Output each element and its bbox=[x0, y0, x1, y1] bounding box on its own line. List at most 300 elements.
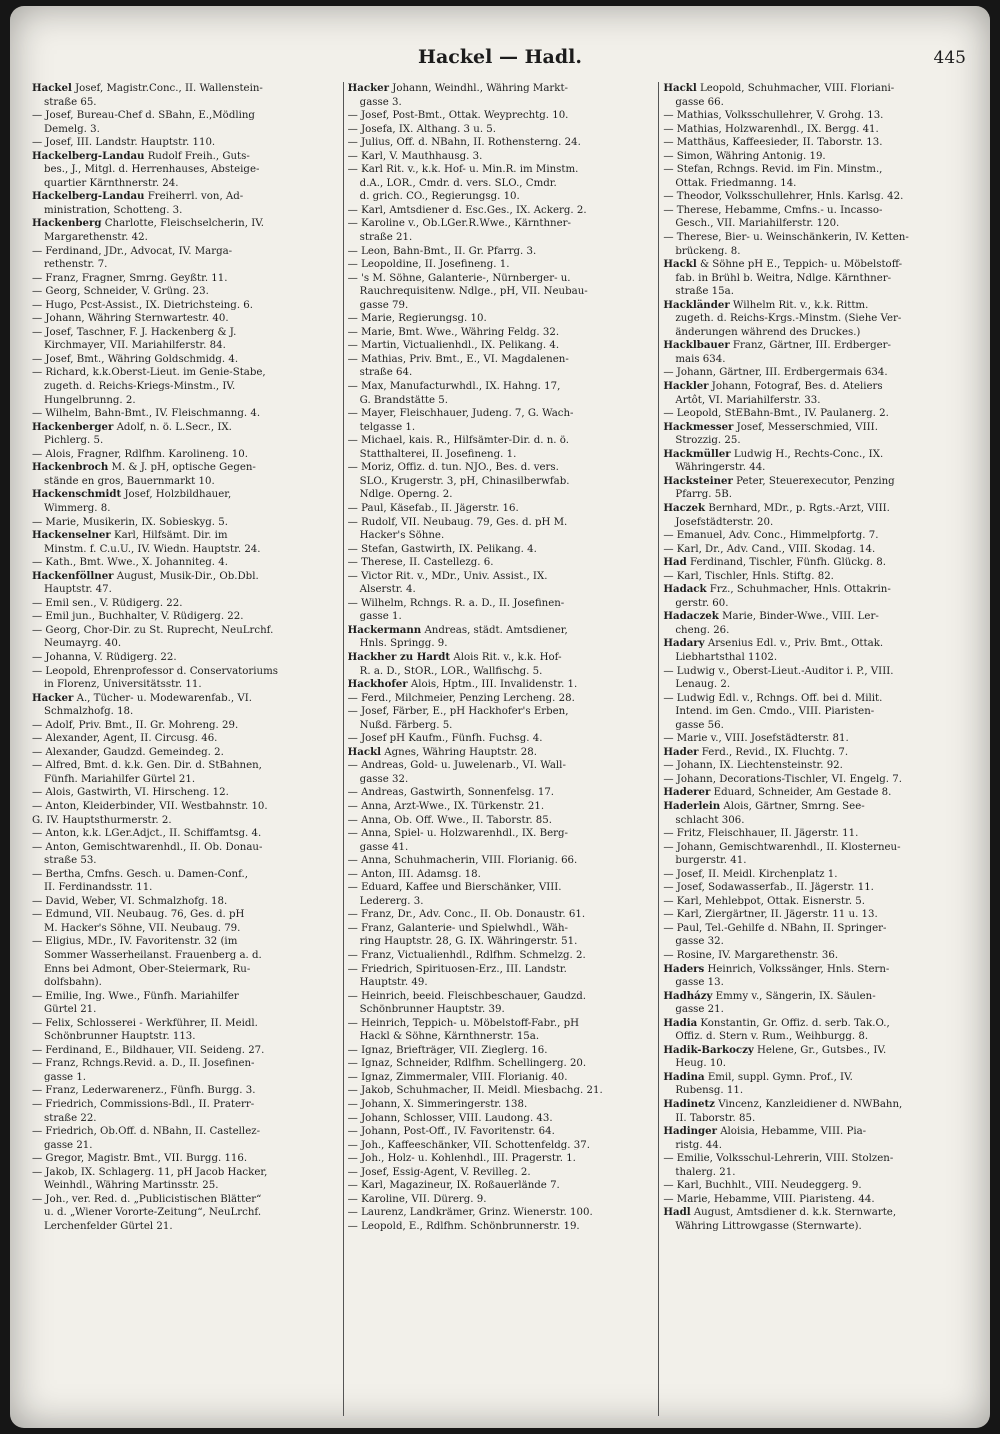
entry-line bbox=[348, 583, 655, 597]
entry-line bbox=[663, 163, 970, 177]
entry-line bbox=[348, 421, 655, 435]
entry-line bbox=[348, 678, 655, 692]
entry-text: — Marie, Hebamme, VIII. Piaristeng. 44. bbox=[663, 1193, 875, 1205]
entry-text: — Heinrich, beeid. Fleischbeschauer, Gaudzd. bbox=[347, 990, 587, 1002]
entry-text: fab. in Brühl b. Weitra, Ndlge. Kärnthner- bbox=[675, 272, 892, 284]
entry-text: — Ignaz, Zimmermaler, VIII. Florianig. 40. bbox=[347, 1071, 568, 1083]
entry-text: — Anna, Schuhmacherin, VIII. Florianig. 66. bbox=[347, 855, 578, 867]
entry-line bbox=[663, 1166, 970, 1180]
entry-line bbox=[348, 976, 655, 990]
entry-line bbox=[32, 800, 339, 814]
entry-line bbox=[32, 1030, 339, 1044]
entry-text: — Johann, Gärtner, III. Erdbergermais 634. bbox=[663, 367, 888, 379]
entry-text: — Mathias, Holzwarenhdl., IX. Bergg. 41. bbox=[663, 123, 879, 135]
entry-text: Pfarrg. 5B. bbox=[675, 489, 732, 501]
entry-surname: Hackmüller bbox=[663, 447, 731, 460]
entry-text: Hackl & Söhne, Kärnthnerstr. 15a. bbox=[359, 1031, 540, 1043]
entry-text: — Alexander, Gaudzd. Gemeindeg. 2. bbox=[32, 746, 224, 758]
entry-surname: Haders bbox=[663, 962, 705, 975]
entry-line bbox=[663, 1098, 970, 1112]
entry-line bbox=[348, 123, 655, 137]
entry-text: Eduard, Schneider, Am Gestade 8. bbox=[710, 787, 892, 799]
entry-line bbox=[348, 136, 655, 150]
entry-line bbox=[663, 908, 970, 922]
entry-text: Freiherrl. von, Ad- bbox=[144, 191, 244, 203]
entry-text: Marie, Binder-Wwe., VIII. Ler- bbox=[718, 611, 879, 623]
entry-text: Karl, Hilfsämt. Dir. im bbox=[110, 530, 228, 542]
entry-line bbox=[348, 285, 655, 299]
entry-text: straße 22. bbox=[44, 1112, 97, 1124]
entry-line bbox=[348, 543, 655, 557]
entry-surname: Hackmesser bbox=[663, 420, 734, 433]
entry-text: — Anton, III. Adamsg. 18. bbox=[347, 868, 481, 880]
entry-line bbox=[348, 109, 655, 123]
entry-line bbox=[348, 881, 655, 895]
entry-text: — Martin, Victualienhdl., IX. Pelikang. 4. bbox=[347, 340, 560, 352]
entry-line bbox=[348, 922, 655, 936]
entry-line bbox=[32, 881, 339, 895]
entry-line bbox=[32, 407, 339, 421]
entry-line bbox=[663, 177, 970, 191]
entry-line bbox=[32, 245, 339, 259]
entry-text: ring Hauptstr. 28, G. IX. Währingerstr. 51. bbox=[359, 936, 578, 948]
entry-text: Fünfh. Mariahilfer Gürtel 21. bbox=[44, 773, 196, 785]
entry-line bbox=[32, 990, 339, 1004]
entry-line bbox=[663, 665, 970, 679]
column-right bbox=[658, 82, 974, 1416]
entry-line bbox=[32, 570, 339, 584]
entry-line bbox=[348, 502, 655, 516]
entry-line bbox=[348, 1017, 655, 1031]
entry-text: gasse 66. bbox=[675, 96, 724, 108]
entry-text: Ferd., Revid., IX. Fluchtg. 7. bbox=[698, 746, 849, 758]
entry-text: SLO., Krugerstr. 3, pH, Chinasilberwfab. bbox=[359, 475, 570, 487]
entry-line bbox=[348, 1071, 655, 1085]
entry-text: — Franz, Galanterie- und Spielwhdl., Wäh- bbox=[347, 922, 568, 934]
entry-line bbox=[663, 597, 970, 611]
entry-line bbox=[32, 231, 339, 245]
entry-text: straße 64. bbox=[359, 367, 413, 379]
entry-text: — Johann, Währing Sternwartestr. 40. bbox=[32, 313, 229, 325]
entry-line bbox=[348, 637, 655, 651]
entry-text: ministration, Schotteng. 3. bbox=[44, 204, 183, 216]
entry-line bbox=[348, 908, 655, 922]
entry-line bbox=[663, 529, 970, 543]
entry-line bbox=[663, 1057, 970, 1071]
entry-surname: Haderer bbox=[663, 786, 711, 799]
entry-line bbox=[348, 96, 655, 110]
entry-line bbox=[663, 1139, 970, 1153]
entry-text: — Karl, Dr., Adv. Cand., VIII. Skodag. 14. bbox=[663, 543, 876, 555]
entry-text: — Karl, Amtsdiener d. Esc.Ges., IX. Ackerg. 2. bbox=[347, 204, 587, 216]
entry-line bbox=[32, 258, 339, 272]
entry-text: Rauchrequisitenw. Ndlge., pH, VII. Neubau- bbox=[359, 286, 588, 298]
entry-text: — Marie, Musikerin, IX. Sobieskyg. 5. bbox=[32, 516, 228, 528]
entry-line bbox=[663, 1071, 970, 1085]
entry-line bbox=[348, 841, 655, 855]
entry-line bbox=[663, 976, 970, 990]
entry-line bbox=[348, 746, 655, 760]
entry-surname: Hacksteiner bbox=[663, 474, 733, 487]
page-title: Hackel — Hadl. bbox=[418, 46, 582, 68]
entry-text: in Florenz, Universitätsstr. 11. bbox=[44, 679, 202, 691]
entry-text: — Franz, Lederwarenerz., Fünfh. Burgg. 3. bbox=[32, 1085, 256, 1097]
entry-text: — Therese, Bier- u. Weinschänkerin, IV. Ketten- bbox=[663, 232, 909, 244]
entry-surname: Hadinger bbox=[663, 1125, 717, 1138]
entry-text: Helene, Gr., Gutsbes., IV. bbox=[753, 1044, 887, 1056]
entry-text: Hnls. Springg. 9. bbox=[359, 638, 448, 650]
entry-text: — 's M. Söhne, Galanterie-, Nürnberger- u. bbox=[347, 272, 571, 284]
entry-line bbox=[348, 475, 655, 489]
entry-text: thalerg. 21. bbox=[675, 1166, 736, 1178]
entry-line bbox=[663, 746, 970, 760]
entry-text: — Karl, Mehlebpot, Ottak. Eisnerstr. 5. bbox=[663, 895, 866, 907]
entry-line bbox=[32, 1098, 339, 1112]
entry-line bbox=[32, 841, 339, 855]
entry-text: — Ignaz, Schneider, Rdlfhm. Schellingerg. 20. bbox=[347, 1058, 587, 1070]
entry-line bbox=[32, 624, 339, 638]
entry-text: gasse 3. bbox=[359, 96, 402, 108]
entry-line bbox=[348, 610, 655, 624]
entry-line bbox=[663, 814, 970, 828]
entry-text: — Johann, Post-Off., IV. Favoritenstr. 64. bbox=[347, 1126, 555, 1138]
entry-line bbox=[348, 366, 655, 380]
entry-text: Hungelbrunng. 2. bbox=[44, 394, 136, 406]
entry-text: Frz., Schuhmacher, Hnls. Ottakrin- bbox=[706, 584, 891, 596]
entry-text: Hacker's Söhne. bbox=[359, 530, 445, 542]
entry-surname: Hackelberg-Landau bbox=[32, 149, 145, 162]
entry-text: — Anna, Arzt-Wwe., IX. Türkenstr. 21. bbox=[347, 800, 545, 812]
entry-line bbox=[348, 1112, 655, 1126]
entry-line bbox=[32, 556, 339, 570]
entry-line bbox=[348, 299, 655, 313]
column-middle bbox=[343, 82, 659, 1416]
entry-line bbox=[348, 177, 655, 191]
entry-line bbox=[663, 1017, 970, 1031]
entry-line bbox=[663, 786, 970, 800]
entry-text: — Stefan, Rchngs. Revid. im Fin. Minstm., bbox=[663, 164, 883, 176]
entry-text: — Franz, Dr., Adv. Conc., II. Ob. Donaustr. 61. bbox=[347, 909, 586, 921]
entry-text: — Richard, k.k.Oberst-Lieut. im Genie-Stabe, bbox=[32, 367, 266, 379]
entry-line bbox=[348, 773, 655, 787]
entry-surname: Hadack bbox=[663, 583, 707, 596]
entry-surname: Hackenschmidt bbox=[32, 488, 122, 501]
entry-line bbox=[348, 949, 655, 963]
entry-line bbox=[348, 394, 655, 408]
entry-text: — Georg, Schneider, V. Grüng. 23. bbox=[32, 286, 209, 298]
entry-line bbox=[348, 854, 655, 868]
entry-text: Alois Rit. v., k.k. Hof- bbox=[450, 651, 562, 663]
entry-text: Alois, Gärtner, Smrng. See- bbox=[720, 800, 865, 812]
entry-line bbox=[348, 312, 655, 326]
entry-text: Leopold, Schuhmacher, VIII. Floriani- bbox=[696, 83, 895, 94]
entry-text: — Josef, Färber, E., pH Hackhofer's Erben, bbox=[347, 706, 569, 718]
entry-text: — Josef, II. Meidl. Kirchenplatz 1. bbox=[663, 868, 838, 880]
entry-text: Ottak. Friedmanng. 14. bbox=[675, 177, 797, 189]
entry-line bbox=[32, 759, 339, 773]
entry-line bbox=[348, 326, 655, 340]
entry-surname: Hadina bbox=[663, 1070, 705, 1083]
entry-line bbox=[663, 705, 970, 719]
entry-text: — Ludwig v., Oberst-Lieut.-Auditor i. P., VIII. bbox=[663, 665, 894, 677]
entry-text: — Alois, Gastwirth, VI. Hirscheng. 12. bbox=[32, 787, 229, 799]
entry-line bbox=[663, 868, 970, 882]
entry-text: Sommer Wasserheilanst. Frauenberg a. d. bbox=[44, 950, 262, 961]
entry-line bbox=[663, 434, 970, 448]
entry-text: — Michael, kais. R., Hilfsämter-Dir. d. n. ö. bbox=[347, 435, 569, 447]
entry-line bbox=[663, 841, 970, 855]
entry-text: Adolf, n. ö. L.Secr., IX. bbox=[113, 421, 232, 433]
entry-text: Aloisia, Hebamme, VIII. Pia- bbox=[716, 1126, 867, 1138]
entry-line bbox=[663, 963, 970, 977]
entry-line bbox=[32, 177, 339, 191]
entry-line bbox=[32, 150, 339, 164]
entry-text: — Johann, Schlosser, VIII. Laudong. 43. bbox=[347, 1112, 553, 1124]
entry-line bbox=[348, 1044, 655, 1058]
entry-surname: Haderlein bbox=[663, 799, 721, 812]
entry-line bbox=[32, 922, 339, 936]
entry-line bbox=[32, 1139, 339, 1153]
entry-text: Offiz. d. Stern v. Rum., Weihburgg. 8. bbox=[675, 1031, 869, 1043]
entry-line bbox=[663, 502, 970, 516]
entry-line bbox=[32, 96, 339, 110]
entry-line bbox=[32, 82, 339, 96]
entry-text: gasse 56. bbox=[675, 719, 724, 731]
entry-line bbox=[348, 935, 655, 949]
entry-text: — Max, Manufacturwhdl., IX. Hahng. 17, bbox=[347, 381, 561, 393]
entry-line bbox=[32, 583, 339, 597]
entry-line bbox=[663, 773, 970, 787]
entry-text: — Hugo, Pcst-Assist., IX. Dietrichsteing. 6. bbox=[32, 299, 254, 311]
entry-text: Liebhartsthal 1102. bbox=[675, 651, 778, 663]
entry-line bbox=[663, 475, 970, 489]
entry-text: Andreas, städt. Amtsdiener, bbox=[421, 624, 568, 636]
entry-text: Gürtel 21. bbox=[44, 1004, 97, 1016]
entry-line bbox=[32, 190, 339, 204]
entry-line bbox=[663, 935, 970, 949]
entry-line bbox=[32, 895, 339, 909]
entry-line bbox=[348, 800, 655, 814]
entry-text: A., Tücher- u. Modewarenfab., VI. bbox=[73, 692, 252, 704]
entry-line bbox=[663, 692, 970, 706]
entry-line bbox=[348, 1125, 655, 1139]
entry-text: — Laurenz, Landkrämer, Grinz. Wienerstr. 100. bbox=[347, 1207, 593, 1219]
entry-text: stände en gros, Bauernmarkt 10. bbox=[44, 475, 215, 487]
entry-text: — Franz, Fragner, Smrng. Geyßtr. 11. bbox=[32, 272, 228, 284]
entry-text: — David, Weber, VI. Schmalzhofg. 18. bbox=[32, 895, 228, 907]
entry-text: telgasse 1. bbox=[359, 421, 416, 433]
entry-text: straße 65. bbox=[44, 96, 97, 108]
entry-line bbox=[32, 421, 339, 435]
entry-line bbox=[348, 963, 655, 977]
entry-text: u. d. „Wiener Vororte-Zeitung“, NeuLrchf. bbox=[44, 1207, 262, 1219]
entry-text: — Therese, II. Castellezg. 6. bbox=[347, 557, 494, 569]
entry-line bbox=[348, 1206, 655, 1220]
entry-text: — Paul, Tel.-Gehilfe d. NBahn, II. Springer- bbox=[663, 922, 887, 934]
entry-text: Hauptstr. 49. bbox=[359, 977, 428, 989]
entry-text: schlacht 306. bbox=[675, 814, 745, 826]
entry-text: — Josef, Post-Bmt., Ottak. Weyprechtg. 10. bbox=[347, 110, 569, 122]
entry-text: — Wilhelm, Bahn-Bmt., IV. Fleischmanng. 4. bbox=[32, 408, 261, 420]
entry-surname: Hackel bbox=[32, 82, 72, 94]
entry-surname: Haczek bbox=[663, 501, 706, 514]
entry-line bbox=[32, 163, 339, 177]
entry-text: — Anna, Spiel- u. Holzwarenhdl., IX. Berg- bbox=[347, 828, 568, 840]
entry-text: Pichlerg. 5. bbox=[44, 435, 104, 447]
entry-text: Heug. 10. bbox=[675, 1058, 727, 1070]
entry-line bbox=[348, 692, 655, 706]
entry-text: — Bertha, Cmfns. Gesch. u. Damen-Conf., bbox=[32, 868, 248, 880]
entry-line bbox=[348, 719, 655, 733]
entry-line bbox=[32, 1125, 339, 1139]
entry-text: — Joh., Holz- u. Kohlenhdl., III. Pragerstr. 1. bbox=[347, 1153, 576, 1165]
entry-surname: Hadaczek bbox=[663, 610, 719, 623]
entry-line bbox=[32, 312, 339, 326]
entry-line bbox=[32, 136, 339, 150]
entry-text: — Karl, Ziergärtner, II. Jägerstr. 11 u. 13. bbox=[663, 909, 878, 921]
entry-line bbox=[663, 461, 970, 475]
entry-text: gasse 13. bbox=[675, 977, 724, 989]
entry-text: — Georg, Chor-Dir. zu St. Ruprecht, NeuLrchf. bbox=[32, 624, 274, 636]
entry-line bbox=[32, 1220, 339, 1234]
entry-line bbox=[348, 556, 655, 570]
entry-text: Ndlge. Operng. 2. bbox=[359, 489, 453, 501]
entry-text: — Karl, Buchhlt., VIII. Neudeggerg. 9. bbox=[663, 1180, 862, 1192]
entry-text: — Eduard, Kaffee und Bierschänker, VIII. bbox=[347, 882, 562, 894]
entry-text: — Heinrich, Teppich- u. Möbelstoff-Fabr., pH bbox=[347, 1017, 580, 1029]
entry-line bbox=[663, 732, 970, 746]
entry-surname: Hackenberger bbox=[32, 420, 114, 433]
entry-text: II. Taborstr. 85. bbox=[675, 1112, 756, 1124]
entry-text: — Eligius, MDr., IV. Favoritenstr. 32 (im bbox=[32, 936, 238, 948]
entry-surname: Hackenselner bbox=[32, 529, 111, 542]
entry-text: — Paul, Käsefab., II. Jägerstr. 16. bbox=[347, 502, 519, 514]
entry-line bbox=[663, 1112, 970, 1126]
entry-text: G. Brandstätte 5. bbox=[359, 394, 449, 406]
entry-line bbox=[32, 854, 339, 868]
entry-line bbox=[32, 949, 339, 963]
entry-text: G. IV. Hauptsthurmerstr. 2. bbox=[32, 814, 172, 826]
entry-line bbox=[348, 895, 655, 909]
entry-line bbox=[32, 1193, 339, 1207]
entry-surname: Hader bbox=[663, 745, 699, 758]
entry-line bbox=[663, 1206, 970, 1220]
entry-surname: Had bbox=[663, 556, 687, 569]
entry-text: — Matthäus, Kaffeesieder, II. Taborstr. 13. bbox=[663, 137, 883, 149]
entry-text: — Karoline v., Ob.LGer.R.Wwe., Kärnthner- bbox=[347, 218, 571, 230]
entry-text: dolfsbahn). bbox=[44, 977, 102, 989]
entry-text: Josef, Messerschmied, VIII. bbox=[733, 421, 878, 433]
entry-text: gasse 21. bbox=[44, 1139, 93, 1151]
entry-line bbox=[663, 583, 970, 597]
entry-line bbox=[348, 434, 655, 448]
entry-line bbox=[663, 299, 970, 313]
entry-line bbox=[32, 746, 339, 760]
entry-surname: Hackhofer bbox=[347, 678, 408, 691]
entry-line bbox=[32, 773, 339, 787]
directory-columns bbox=[28, 82, 974, 1416]
entry-line bbox=[32, 285, 339, 299]
entry-line bbox=[663, 258, 970, 272]
entry-line bbox=[348, 258, 655, 272]
entry-line bbox=[32, 1071, 339, 1085]
entry-line bbox=[663, 380, 970, 394]
entry-text: Strozzig. 25. bbox=[675, 435, 741, 447]
entry-text: — Ludwig Edl. v., Rchngs. Off. bei d. Milit. bbox=[663, 692, 883, 704]
entry-text: Weinhdl., Währing Martinsstr. 25. bbox=[44, 1180, 219, 1192]
entry-line bbox=[663, 109, 970, 123]
entry-text: Minstm. f. C.u.U., IV. Wiedn. Hauptstr. 24. bbox=[44, 543, 261, 555]
entry-text: Artôt, VI. Mariahilferstr. 33. bbox=[675, 394, 821, 406]
entry-text: — Mathias, Volksschullehrer, V. Grohg. 13. bbox=[663, 110, 884, 122]
entry-line bbox=[663, 759, 970, 773]
entry-text: M. & J. pH, optische Gegen- bbox=[108, 462, 256, 474]
entry-surname: Hacker bbox=[347, 82, 390, 94]
entry-text: — Ferd., Milchmeier, Penzing Lercheng. 28. bbox=[347, 692, 575, 704]
entry-line bbox=[32, 475, 339, 489]
entry-line bbox=[348, 827, 655, 841]
entry-line bbox=[32, 1179, 339, 1193]
entry-line bbox=[663, 285, 970, 299]
entry-surname: Hacker bbox=[32, 691, 74, 704]
entry-text: — Andreas, Gastwirth, Sonnenfelsg. 17. bbox=[347, 787, 555, 799]
entry-line bbox=[663, 1179, 970, 1193]
entry-text: — Emilie, Ing. Wwe., Fünfh. Mariahilfer bbox=[32, 990, 239, 1002]
entry-line bbox=[663, 407, 970, 421]
entry-line bbox=[663, 1030, 970, 1044]
entry-text: — Josef, Bureau-Chef d. SBahn, E.,Mödling bbox=[32, 110, 255, 122]
entry-line bbox=[348, 814, 655, 828]
entry-line bbox=[663, 272, 970, 286]
entry-text: R. a. D., StOR., LOR., Wallfischg. 5. bbox=[359, 665, 543, 677]
entry-line bbox=[32, 827, 339, 841]
entry-line bbox=[348, 1220, 655, 1234]
entry-text: — Friedrich, Commissions-Bdl., II. Praterr- bbox=[32, 1099, 255, 1111]
entry-line bbox=[663, 516, 970, 530]
entry-line bbox=[663, 922, 970, 936]
entry-text: Josef, Holzbildhauer, bbox=[121, 489, 232, 501]
entry-text: — Franz, Victualienhdl., Rdlfhm. Schmelzg. 2. bbox=[347, 950, 586, 961]
entry-text: — Johann, IX. Liechtensteinstr. 92. bbox=[663, 760, 843, 772]
directory-page bbox=[10, 6, 990, 1428]
entry-surname: Hackl bbox=[347, 745, 382, 758]
entry-line bbox=[663, 854, 970, 868]
entry-text: — Alois, Fragner, Rdlfhm. Karolineng. 10. bbox=[32, 448, 248, 460]
entry-text: — Josef, Bmt., Währing Goldschmidg. 4. bbox=[32, 353, 239, 365]
entry-surname: Hadházy bbox=[663, 989, 713, 1002]
entry-line bbox=[348, 516, 655, 530]
entry-text: August, Amtsdiener d. k.k. Sternwarte, bbox=[690, 1207, 897, 1219]
entry-line bbox=[663, 96, 970, 110]
entry-line bbox=[663, 990, 970, 1004]
entry-text: — Marie v., VIII. Josefstädterstr. 81. bbox=[663, 733, 849, 745]
entry-text: — Fritz, Fleischhauer, II. Jägerstr. 11. bbox=[663, 828, 859, 840]
entry-line bbox=[348, 407, 655, 421]
entry-text: — Karl Rit. v., k.k. Hof- u. Min.R. im Minstm. bbox=[347, 164, 579, 176]
entry-line bbox=[348, 245, 655, 259]
entry-text: — Josefa, IX. Althang. 3 u. 5. bbox=[347, 123, 497, 135]
entry-text: — Joh., Kaffeeschänker, VII. Schottenfeldg. 37. bbox=[347, 1139, 590, 1151]
entry-line bbox=[32, 1112, 339, 1126]
entry-line bbox=[663, 719, 970, 733]
entry-text: — Emil sen., V. Rüdigerg. 22. bbox=[32, 597, 183, 609]
entry-text: zugeth. d. Reichs-Krgs.-Minstm. (Siehe Ver- bbox=[675, 313, 902, 325]
entry-line bbox=[348, 1166, 655, 1180]
entry-text: — Jakob, IX. Schlagerg. 11, pH Jacob Hacker, bbox=[32, 1166, 268, 1178]
entry-line bbox=[348, 380, 655, 394]
entry-line bbox=[663, 651, 970, 665]
entry-line bbox=[32, 339, 339, 353]
